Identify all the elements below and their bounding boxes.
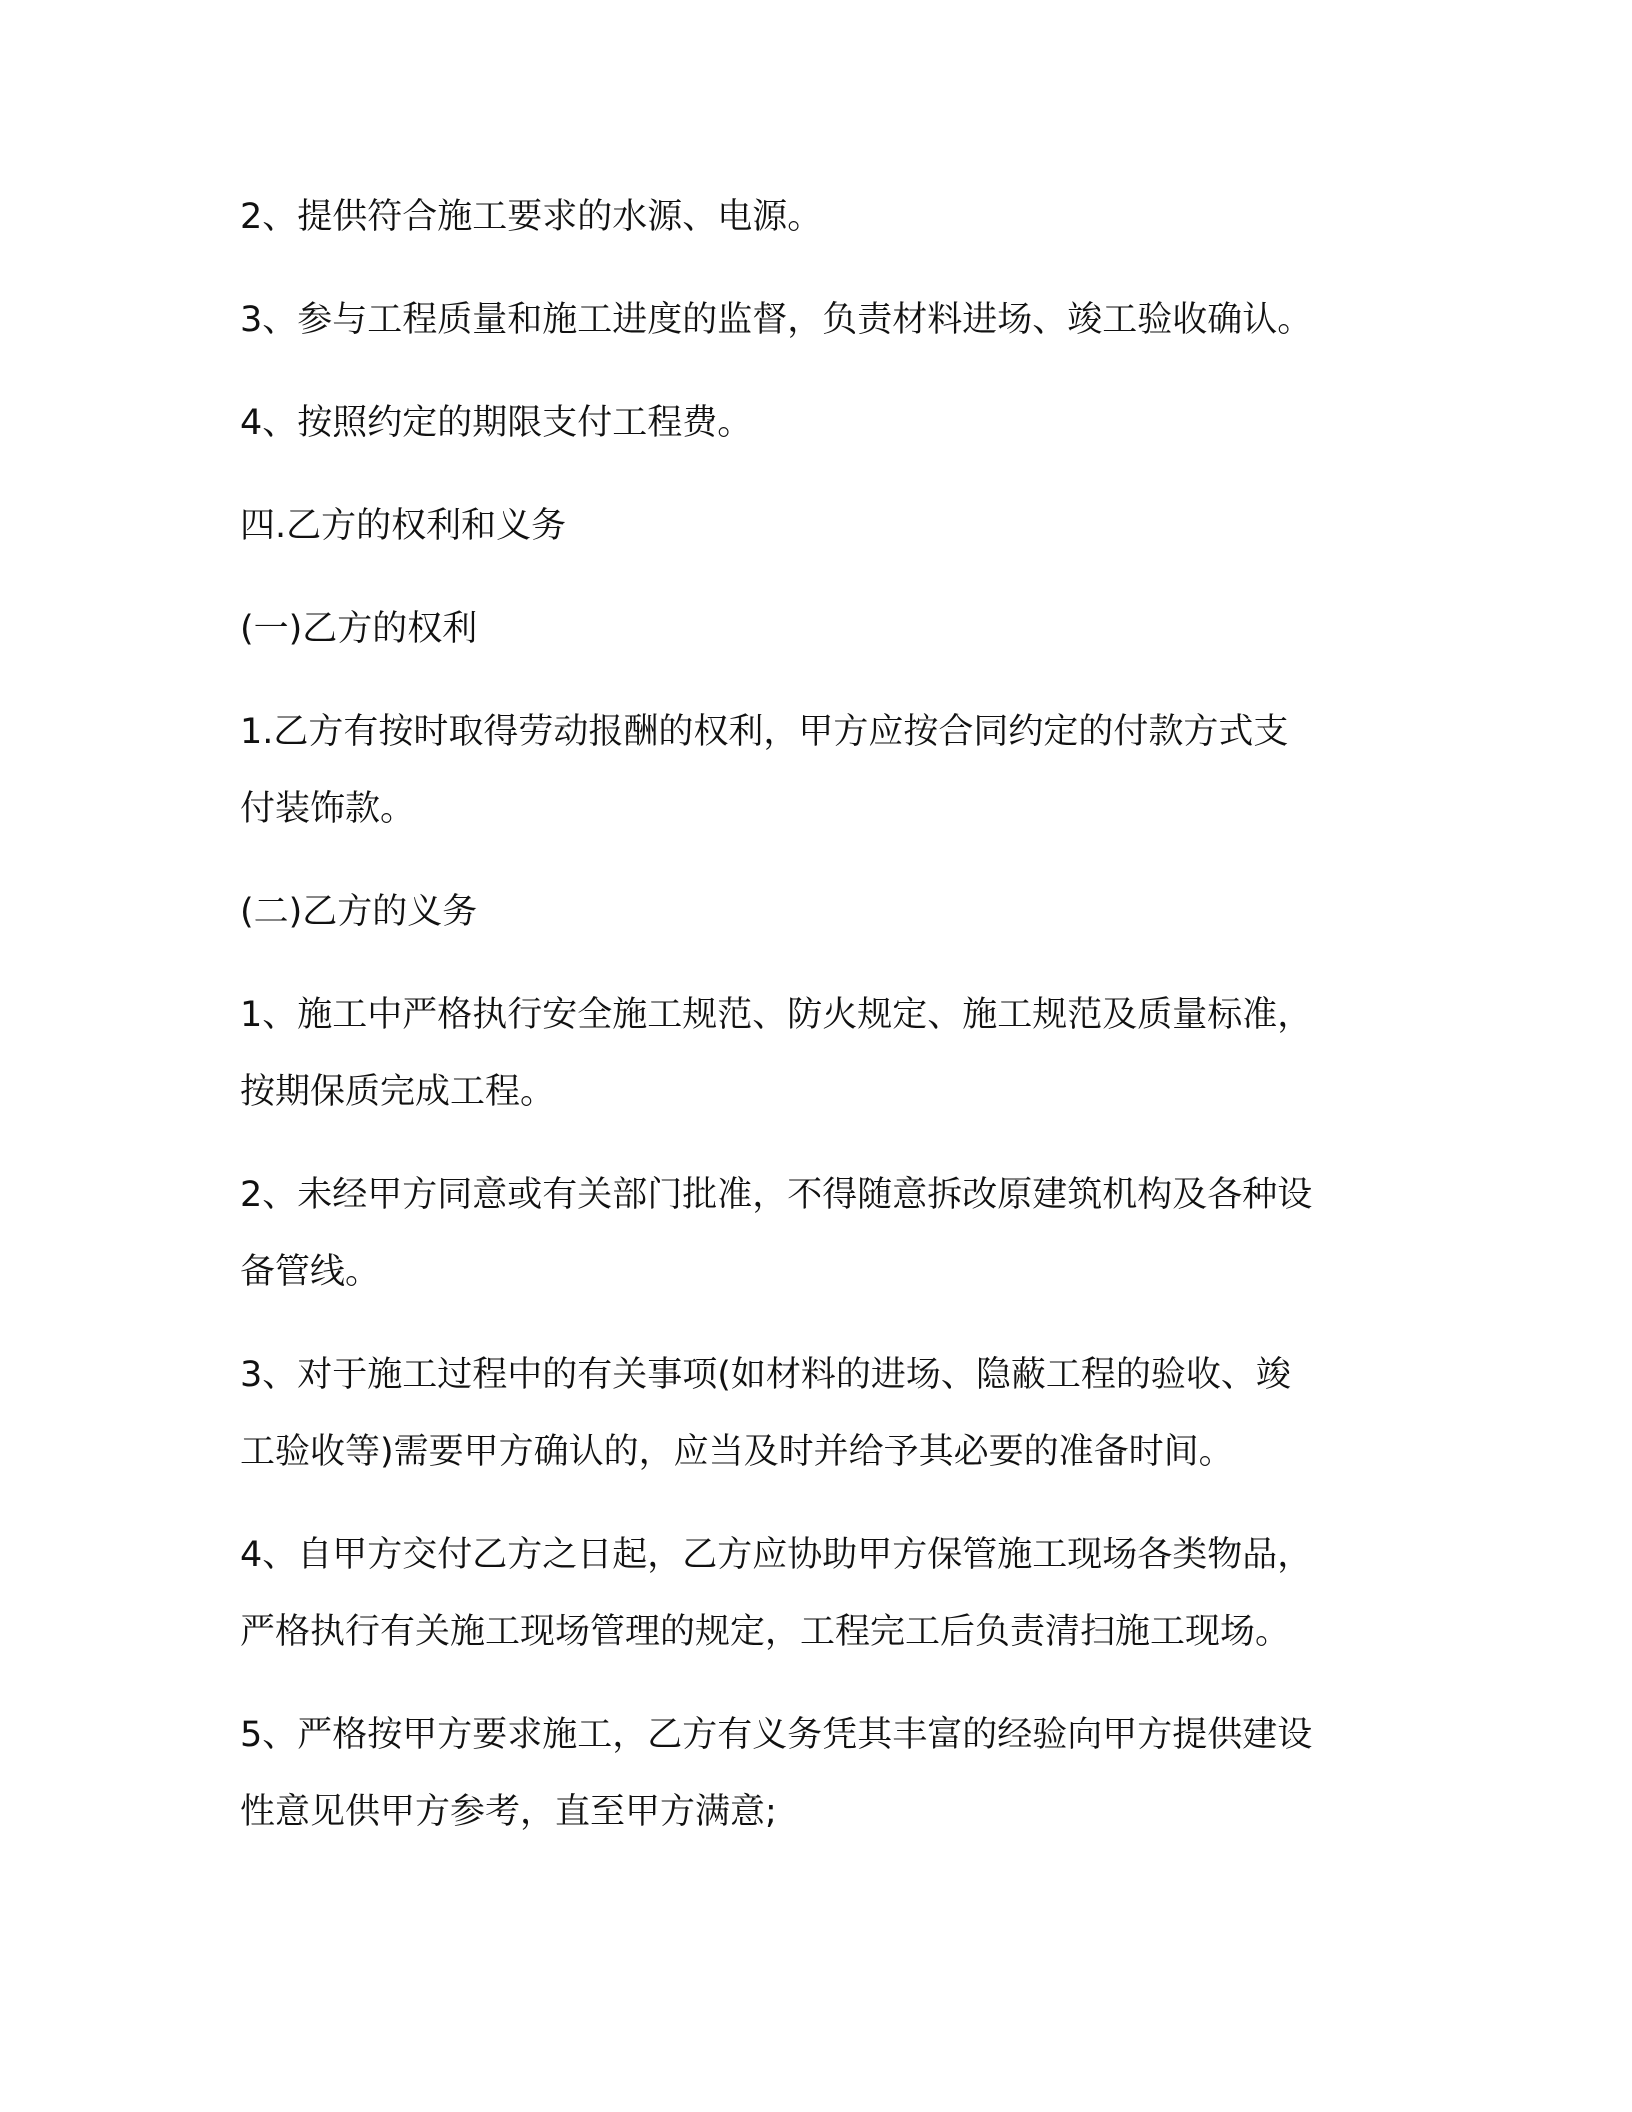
text-line-13: 3、对于施工过程中的有关事项(如材料的进场、隐蔽工程的验收、竣: [240, 1355, 1291, 1395]
text-line-16: 严格执行有关施工现场管理的规定，工程完工后负责清扫施工现场。: [240, 1612, 1291, 1652]
text-line-6: 1.乙方有按时取得劳动报酬的权利，甲方应按合同约定的付款方式支: [240, 712, 1289, 752]
text-line-3: 4、按照约定的期限支付工程费。: [240, 403, 753, 443]
text-line-18: 性意见供甲方参考，直至甲方满意;: [240, 1792, 777, 1832]
text-line-14: 工验收等)需要甲方确认的，应当及时并给予其必要的准备时间。: [240, 1432, 1234, 1472]
text-line-10: 按期保质完成工程。: [240, 1072, 556, 1112]
text-line-12: 备管线。: [240, 1252, 381, 1292]
text-line-9: 1、施工中严格执行安全施工规范、防火规定、施工规范及质量标准，: [240, 995, 1313, 1035]
section-heading-4: 四.乙方的权利和义务: [240, 506, 567, 546]
subsection-heading-obligations: (二)乙方的义务: [240, 892, 478, 932]
text-line-15: 4、自甲方交付乙方之日起，乙方应协助甲方保管施工现场各类物品，: [240, 1535, 1313, 1575]
text-line-11: 2、未经甲方同意或有关部门批准，不得随意拆改原建筑机构及各种设: [240, 1175, 1313, 1215]
subsection-heading-rights: (一)乙方的权利: [240, 609, 478, 649]
text-line-17: 5、严格按甲方要求施工，乙方有义务凭其丰富的经验向甲方提供建设: [240, 1715, 1313, 1755]
text-line-2: 3、参与工程质量和施工进度的监督，负责材料进场、竣工验收确认。: [240, 300, 1313, 340]
text-line-1: 2、提供符合施工要求的水源、电源。: [240, 197, 823, 237]
text-line-7: 付装饰款。: [240, 789, 416, 829]
